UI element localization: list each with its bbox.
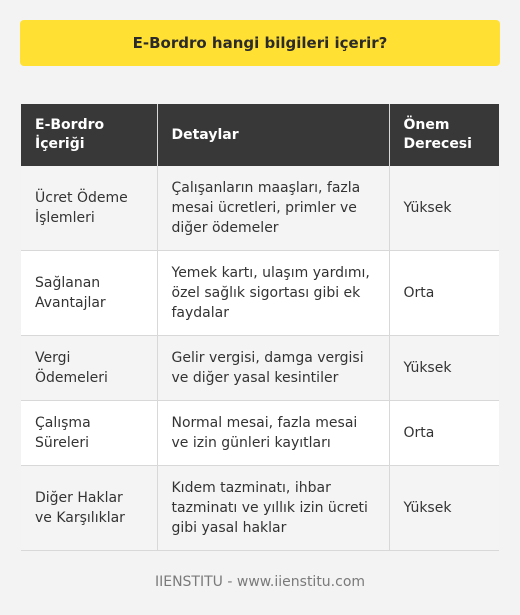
table-row (21, 335, 499, 400)
cell-importance: Yüksek (389, 335, 499, 400)
table-row (21, 400, 499, 465)
cell-details: Yemek kartı, ulaşım yardımı, özel sağlık sigortası gibi ek faydalar (157, 250, 389, 335)
table-row (21, 250, 499, 335)
title-banner (20, 20, 500, 66)
footer-credit: IIENSTITU - www.iienstitu.com (154, 574, 366, 590)
cell-details: Çalışanların maaşları, fazla mesai ücretleri, primler ve diğer ödemeler (157, 166, 389, 250)
cell-importance: Orta (389, 250, 499, 335)
cell-details: Normal mesai, fazla mesai ve izin günleri kayıtları (157, 400, 389, 465)
cell-content: Sağlanan Avantajlar (21, 250, 157, 335)
header-content: E-Bordro İçeriği (21, 104, 157, 166)
header-importance: Önem Derecesi (389, 104, 499, 166)
table-header-row (21, 104, 499, 166)
cell-importance: Yüksek (389, 465, 499, 550)
table-row (21, 465, 499, 550)
cell-content: Diğer Haklar ve Karşılıklar (21, 465, 157, 550)
cell-importance: Yüksek (389, 166, 499, 250)
info-table (21, 104, 499, 551)
table-row (21, 166, 499, 250)
header-details: Detaylar (157, 104, 389, 166)
cell-details: Gelir vergisi, damga vergisi ve diğer yasal kesintiler (157, 335, 389, 400)
cell-importance: Orta (389, 400, 499, 465)
cell-content: Vergi Ödemeleri (21, 335, 157, 400)
page-title: E-Bordro hangi bilgileri içerir? (132, 34, 388, 52)
cell-details: Kıdem tazminatı, ihbar tazminatı ve yıllık izin ücreti gibi yasal haklar (157, 465, 389, 550)
cell-content: Ücret Ödeme İşlemleri (21, 166, 157, 250)
cell-content: Çalışma Süreleri (21, 400, 157, 465)
